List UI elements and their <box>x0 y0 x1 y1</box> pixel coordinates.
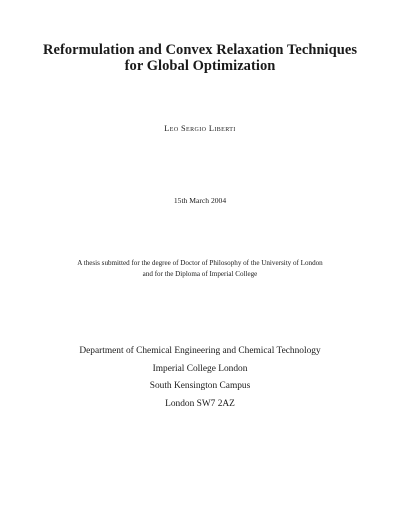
submission-date: 15th March 2004 <box>173 196 227 205</box>
city-postcode: London SW7 2AZ <box>165 398 235 409</box>
institution-name: Imperial College London <box>152 363 248 374</box>
title-line-1: Reformulation and Convex Relaxation Techniques <box>42 42 358 58</box>
thesis-statement <box>0 258 400 280</box>
affiliation-block <box>0 344 400 411</box>
thesis-statement-line-1: A thesis submitted for the degree of Doctor of Philosophy of the University of London <box>77 259 323 267</box>
department-name: Department of Chemical Engineering and Chemical Technology <box>79 346 321 356</box>
campus-name: South Kensington Campus <box>149 381 251 391</box>
thesis-statement-line-2: and for the Diploma of Imperial College <box>142 270 258 278</box>
thesis-title <box>0 42 400 74</box>
title-line-2: for Global Optimization <box>124 58 276 74</box>
author-name: Leo Sergio Liberti <box>164 124 236 133</box>
